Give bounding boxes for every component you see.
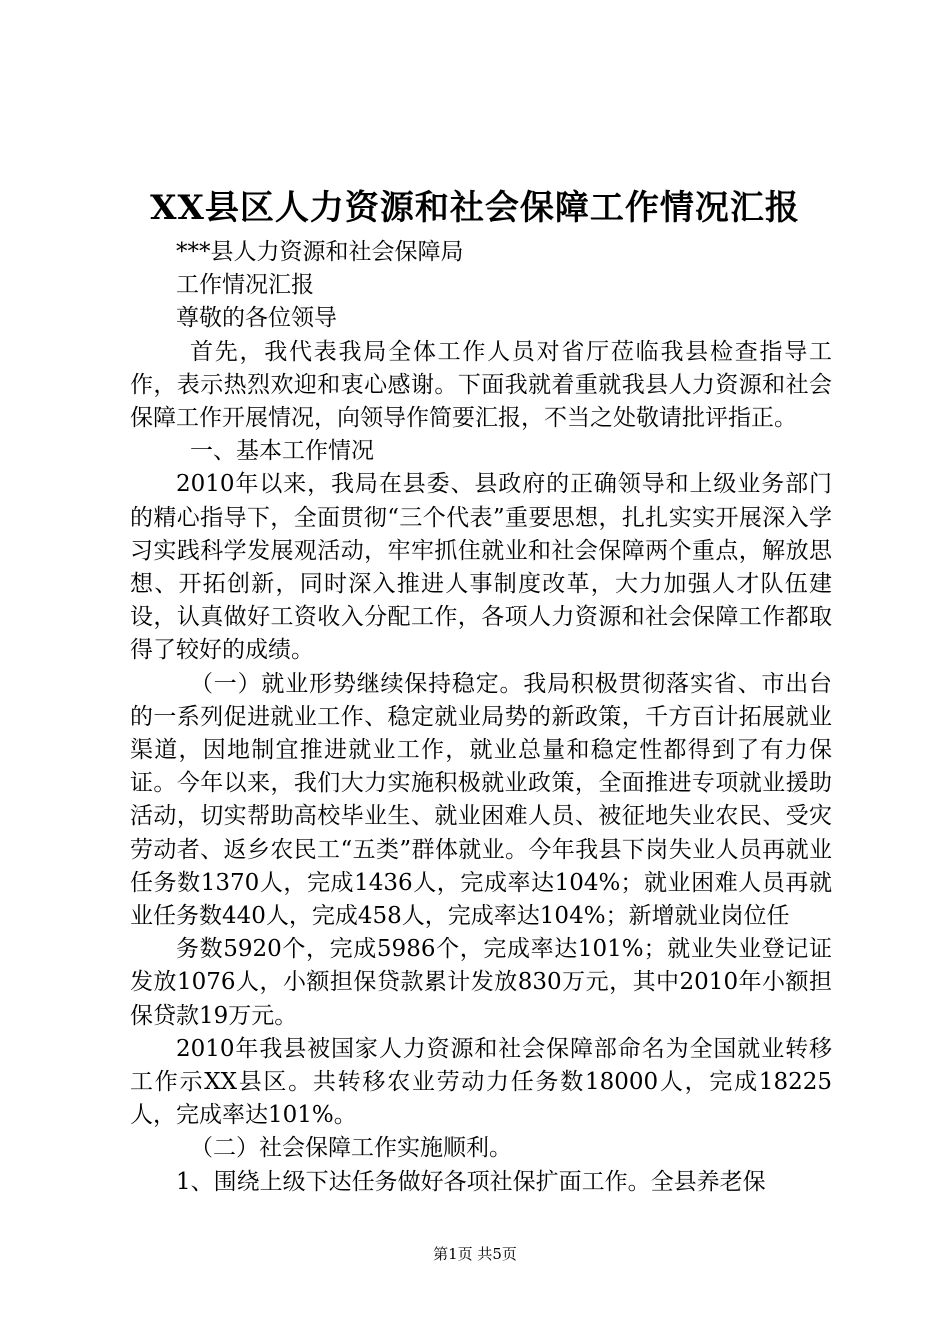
paragraph-overview: 2010年以来，我局在县委、县政府的正确领导和上级业务部门的精心指导下，全面贯彻“三个代表”重要思想，扎扎实实开展深入学习实践科学发展观活动，牢牢抓住就业和社会保障两个重点，解放思想、开拓创新，同时深入推进人事制度改革，大力加强人才队伍建设，认真做好工资收入分配工作，各项人力资源和社会保障工作都取得了较好的成绩。 [130, 471, 832, 664]
document-title: XX县区人力资源和社会保障工作情况汇报 [150, 188, 800, 228]
paragraph-social-insurance: 1、围绕上级下达任务做好各项社保扩面工作。全县养老保 [176, 1168, 766, 1195]
section-heading-1: 一、基本工作情况 [190, 438, 374, 465]
paragraph-employment-cont: 务数5920个，完成5986个，完成率达101%；就业失业登记证发放1076人，小额担保贷款累计发放830万元，其中2010年小额担保贷款19万元。 [130, 936, 832, 1029]
page-number: 第1页 共5页 [433, 1245, 517, 1263]
document-body [130, 236, 832, 1199]
paragraph-intro: 首先，我代表我局全体工作人员对省厅莅临我县检查指导工作，表示热烈欢迎和衷心感谢。下面我就着重就我县人力资源和社会保障工作开展情况，向领导作简要汇报，不当之处敬请批评指正。 [130, 338, 832, 432]
subtitle-line: 工作情况汇报 [176, 272, 314, 299]
paragraph-employment: （一）就业形势继续保持稳定。我局积极贯彻落实省、市出台的一系列促进就业工作、稳定就业局势的新政策，千方百计拓展就业渠道，因地制宜推进就业工作，就业总量和稳定性都得到了有力保证。今年以来，我们大力实施积极就业政策，全面推进专项就业援助活动，切实帮助高校毕业生、就业困难人员、被征地失业农民、受灾劳动者、返乡农民工“五类”群体就业。今年我县下岗失业人员再就业任务数1370人，完成1436人，完成率达104%；就业困难人员再就业任务数440人，完成458人，完成率达104%；新增就业岗位任 [130, 670, 832, 930]
section-heading-2: （二）社会保障工作实施顺利。 [190, 1135, 512, 1162]
paragraph-transfer: 2010年我县被国家人力资源和社会保障部命名为全国就业转移工作示XX县区。共转移农业劳动力任务数18000人，完成18225人，完成率达101%。 [130, 1035, 832, 1129]
issuer-line: ***县人力资源和社会保障局 [176, 239, 464, 265]
salutation: 尊敬的各位领导 [176, 305, 337, 332]
